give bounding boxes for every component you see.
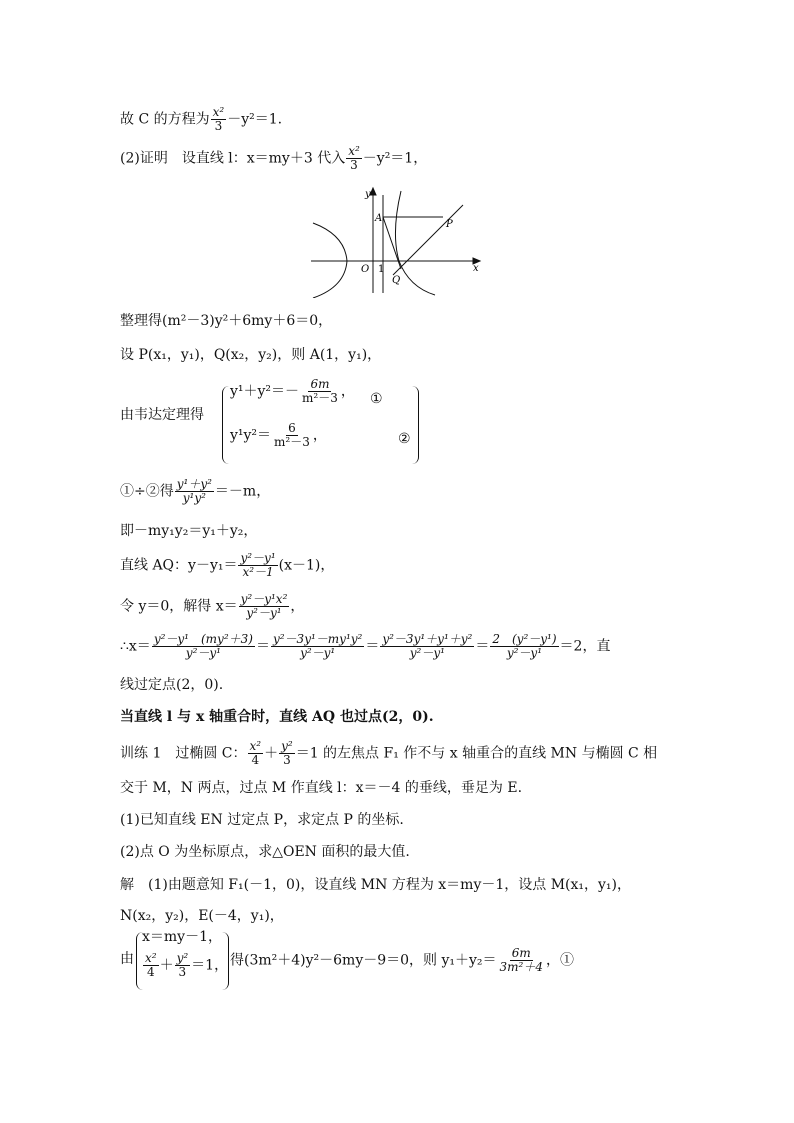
text-line-9: 令 y＝0，解得 x＝ $\frac{\text{y²－y¹x²}}{\text{y²－y¹}}$ ， — [120, 592, 305, 620]
left-brace — [222, 386, 229, 464]
text: (2)证明 设直线 l：x＝my＋3 代入 — [120, 150, 346, 167]
label-A: A — [375, 213, 383, 224]
text-line-15: (1)已知直线 EN 过定点 P，求定点 P 的坐标. — [120, 812, 404, 828]
text-line-10: ∴x＝ $\frac{\text{y²－y¹ (my²＋3)}}{\text{y²－y¹}}$ ＝ $\frac{\text{y²－3y¹－my¹y²}}{\text{y²－y¹}}$ ＝ $\frac{\text{y²－3y¹＋y¹＋y²}}{\text{y²－y¹}}$ ＝ $\frac{\text{2 (y²－y¹)}}{\text{y²－y¹}}$ ＝2，直 — [120, 632, 611, 660]
fraction: $\frac{\text{x²}}{3}$ — [212, 105, 225, 133]
right-brace — [412, 386, 419, 464]
text-line-7: 即－my₁y₂＝y₁＋y₂， — [120, 523, 258, 539]
vieta-equation-2: y¹y²＝ $\frac{6}{\text{m²－3}}$ ， — [230, 421, 327, 449]
equation-line-2 — [120, 145, 427, 172]
text-line-17: 解 (1)由题意知 F₁(－1，0)，设直线 MN 方程为 x＝my－1，设点 M(x₁，y₁)， — [120, 877, 632, 893]
y-axis-arrow — [370, 188, 376, 195]
text-line-18: N(x₂，y₂)，E(－4，y₁)， — [120, 908, 284, 924]
text: 故 C 的方程为 — [120, 111, 210, 128]
system-equation-a: x＝my－1， — [142, 929, 222, 945]
text-line-11: 线过定点(2，0). — [120, 677, 224, 693]
label-x: x — [473, 263, 479, 274]
exercise-line-13: 训练 1 过椭圆 C： $\frac{\text{x²}}{4}$ ＋ $\frac{\text{y²}}{3}$ ＝1 的左焦点 F₁ 作不与 x 轴重合的直线 MN 与椭圆 C 相 — [120, 739, 658, 767]
label-O: O — [361, 264, 370, 275]
text-line-16: (2)点 O 为坐标原点，求△OEN 面积的最大值. — [120, 844, 410, 860]
hyperbola-right-branch — [395, 191, 435, 295]
text: －y²＝1， — [362, 150, 428, 167]
vieta-label: 由韦达定理得 — [120, 407, 204, 423]
text-line-3: 整理得(m²－3)y²＋6my＋6＝0， — [120, 313, 333, 329]
text-line-19: 得(3m²＋4)y²－6my－9＝0，则 y₁＋y₂＝ $\frac{6m}{\text{3m²＋4}}$ ，① — [230, 946, 575, 974]
system-equation-b: $\frac{\text{x²}}{4}$ ＋ $\frac{\text{y²}}{3}$ ＝1， — [145, 951, 229, 979]
label-Q: Q — [392, 275, 401, 286]
label-1: 1 — [378, 264, 385, 275]
text: －y²＝1. — [227, 111, 283, 128]
right-brace-2 — [222, 932, 229, 990]
equation-line-1 — [120, 106, 282, 133]
text-line-14: 交于 M，N 两点，过点 M 作直线 l：x＝－4 的垂线，垂足为 E. — [120, 780, 523, 796]
mark-1: ① — [370, 391, 383, 407]
text-line-4: 设 P(x₁，y₁)，Q(x₂，y₂)，则 A(1，y₁)， — [120, 347, 382, 363]
label-P: P — [446, 219, 453, 230]
text-line-8: 直线 AQ：y－y₁＝ $\frac{\text{y²－y¹}}{\text{x²－1}}$ (x－1)， — [120, 551, 335, 579]
fraction: $\frac{\text{x²}}{3}$ — [348, 144, 360, 172]
system-label: 由 — [120, 951, 134, 967]
line-l — [393, 205, 463, 275]
vieta-equation-1: y¹＋y²＝－ $\frac{6m}{\text{m²－3}}$ ， — [230, 377, 355, 405]
label-y: y — [365, 189, 371, 200]
hyperbola-figure — [305, 183, 485, 298]
text-line-12: 当直线 l 与 x 轴重合时，直线 AQ 也过点(2，0). — [120, 709, 434, 725]
text-line-6: ①÷②得 $\frac{\text{y¹＋y²}}{\text{y¹y²}}$ ＝－m， — [120, 477, 271, 505]
mark-2: ② — [398, 431, 411, 447]
